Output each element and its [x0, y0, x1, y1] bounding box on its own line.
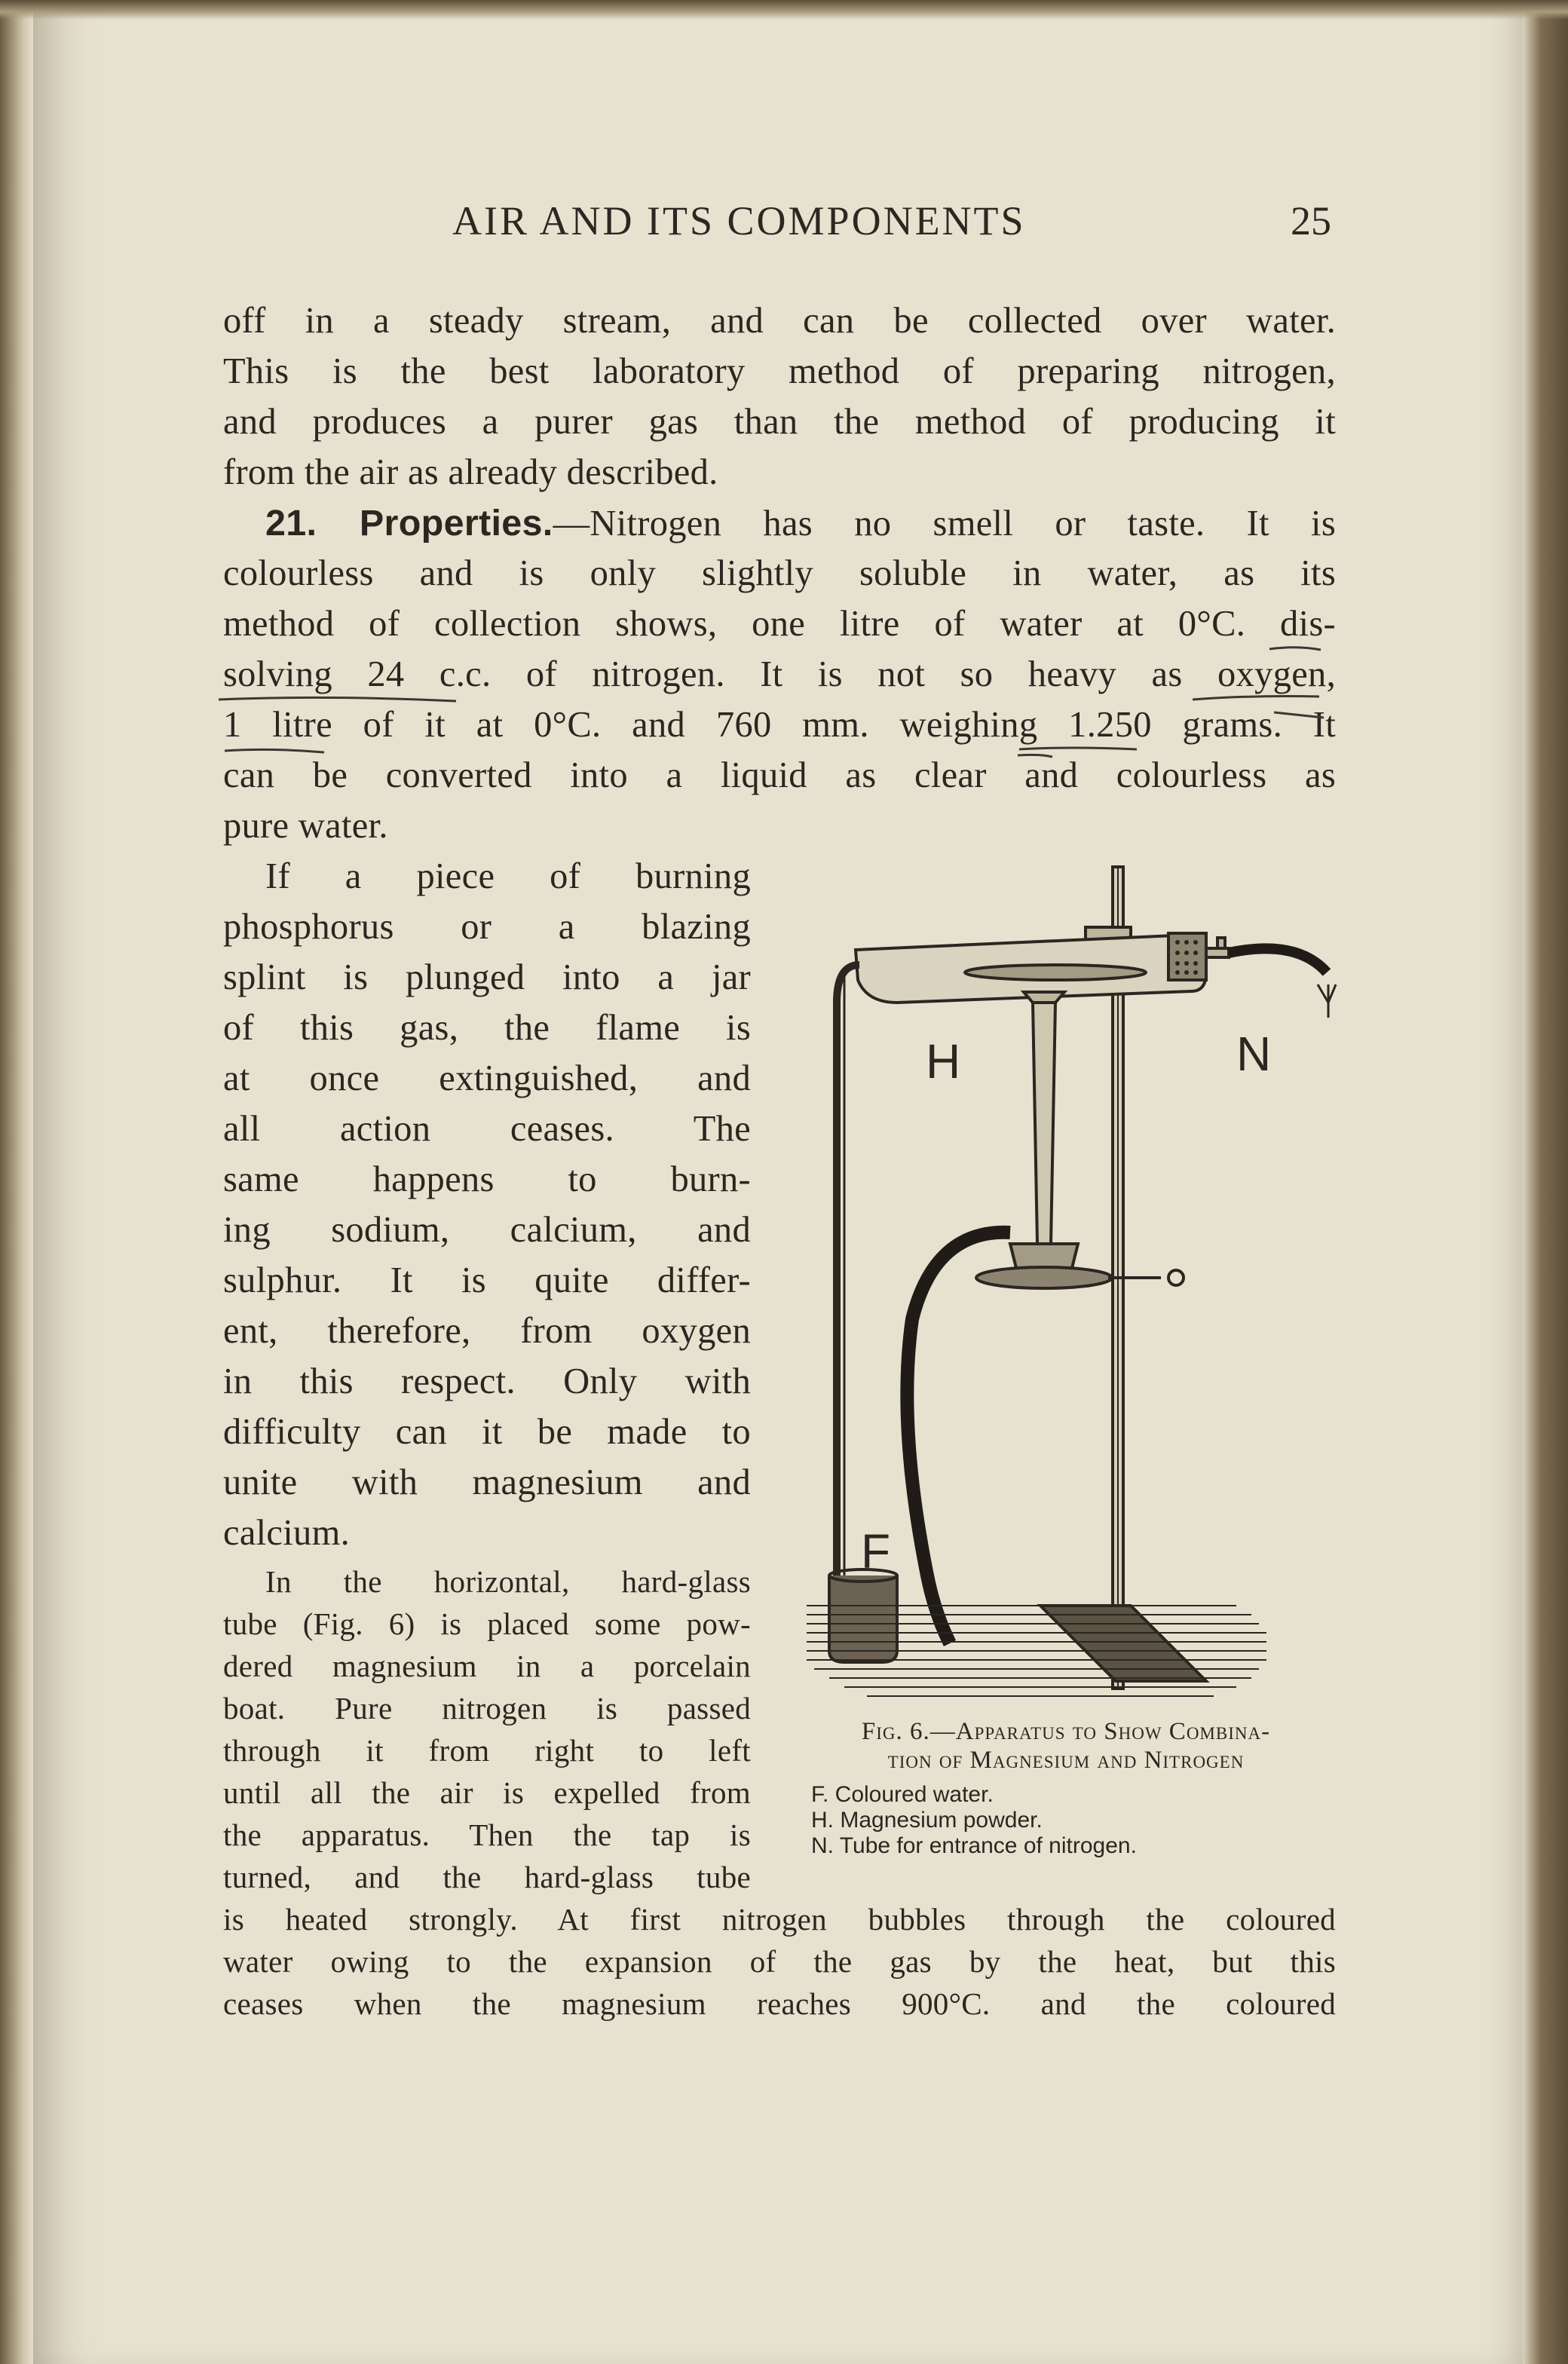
small-text-line: tube (Fig. 6) is placed some pow-	[223, 1606, 751, 1641]
small-text-line: turned, and the hard-glass tube	[223, 1860, 751, 1894]
small-text-line: the apparatus. Then the tap is	[223, 1817, 751, 1852]
text-line: off in a steady stream, and can be collected over water.	[223, 301, 1336, 341]
text-line: unite with magnesium and	[223, 1462, 751, 1502]
text-line: ing sodium, calcium, and	[223, 1210, 751, 1250]
caption-key-f: F. Coloured water.	[811, 1782, 994, 1807]
caption-title-line: tion of Magnesium and Nitrogen	[887, 1747, 1245, 1774]
label-f: F	[861, 1524, 891, 1579]
text-line: same happens to burn-	[223, 1159, 751, 1199]
text-line: pure water.	[223, 806, 388, 846]
text-line: method of collection shows, one litre of water at 0°C. dis-	[223, 604, 1336, 644]
text-line: colourless and is only slightly soluble in water, as its	[223, 553, 1336, 593]
small-text-line: through it from right to left	[223, 1733, 751, 1768]
text-line: phosphorus or a blazing	[223, 907, 751, 947]
text-line: splint is plunged into a jar	[223, 957, 751, 997]
text-line: of this gas, the flame is	[223, 1008, 751, 1048]
text-line: ent, therefore, from oxygen	[223, 1311, 751, 1351]
small-text-line: dered magnesium in a porcelain	[223, 1649, 751, 1683]
text-line: 1 litre of it at 0°C. and 760 mm. weighing 1.250 grams. It	[223, 705, 1336, 745]
text-line: in this respect. Only with	[223, 1361, 751, 1401]
text-line: from the air as already described.	[223, 452, 718, 492]
text-line: difficulty can it be made to	[223, 1412, 751, 1452]
label-n: N	[1236, 1027, 1272, 1081]
apparatus-illustration	[784, 852, 1357, 1719]
text-line: sulphur. It is quite differ-	[223, 1260, 751, 1300]
caption-title-line: Fig. 6.—Apparatus to Show Combina-	[861, 1718, 1271, 1745]
text-line: and produces a purer gas than the method of producing it	[223, 402, 1336, 442]
section-text: —Nitrogen has no smell or taste. It is	[553, 504, 1336, 544]
section-title: 21. Properties.	[265, 503, 553, 544]
caption-key-n: N. Tube for entrance of nitrogen.	[811, 1833, 1137, 1858]
small-text-line: is heated strongly. At first nitrogen bubbles through the coloured	[223, 1902, 1336, 1937]
small-text-line: water owing to the expansion of the gas by the heat, but this	[223, 1944, 1336, 1979]
small-text-line: In the horizontal, hard-glass	[265, 1564, 751, 1599]
running-title: AIR AND ITS COMPONENTS	[452, 198, 1026, 243]
page-number: 25	[1291, 198, 1331, 243]
figure-caption	[787, 1717, 1345, 1859]
text-line: This is the best laboratory method of preparing nitrogen,	[223, 351, 1336, 391]
text-line: at once extinguished, and	[223, 1058, 751, 1098]
text-line: If a piece of burning	[265, 856, 751, 896]
text-line: solving 24 c.c. of nitrogen. It is not so heavy as oxygen,	[223, 654, 1336, 694]
text-line: calcium.	[223, 1513, 351, 1553]
caption-key-h: H. Magnesium powder.	[811, 1808, 1043, 1833]
small-text-line: boat. Pure nitrogen is passed	[223, 1691, 751, 1726]
small-text-line: ceases when the magnesium reaches 900°C. and the coloured	[223, 1986, 1336, 2021]
label-h: H	[926, 1034, 961, 1089]
text-line: all action ceases. The	[223, 1109, 751, 1149]
small-text-line: until all the air is expelled from	[223, 1775, 751, 1810]
text-line: can be converted into a liquid as clear and colourless as	[223, 755, 1336, 795]
